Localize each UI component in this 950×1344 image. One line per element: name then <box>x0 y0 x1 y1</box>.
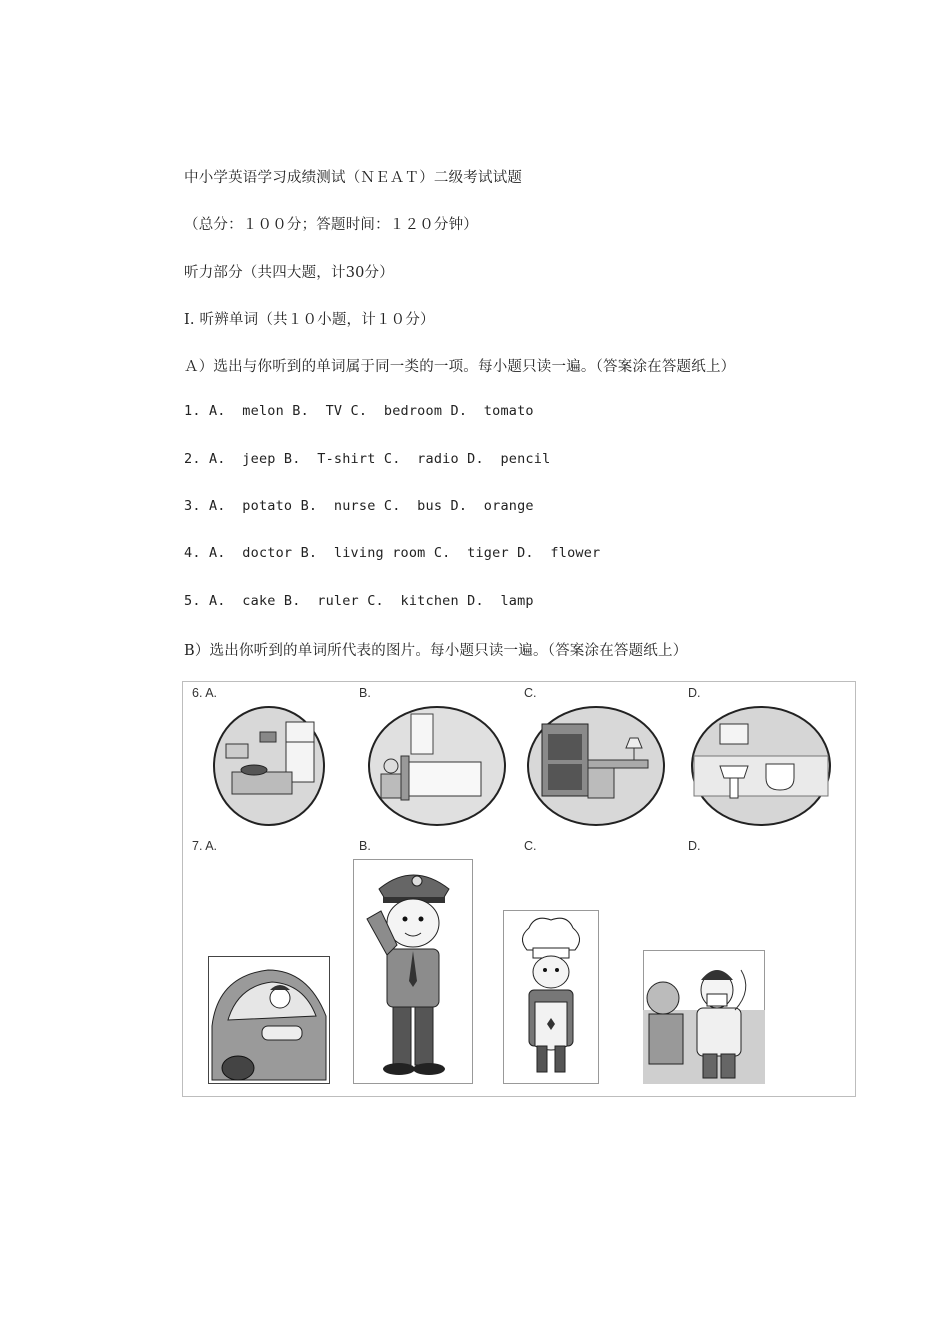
bathroom-picture <box>690 704 832 828</box>
q6-label-c: C. <box>524 686 537 700</box>
q7-label-c: C. <box>524 839 537 853</box>
q7-label-a: 7. A. <box>192 839 218 853</box>
driver-picture <box>208 956 330 1084</box>
policeman-picture <box>353 859 473 1084</box>
kitchen-picture <box>212 704 326 828</box>
question-2: 2. A. jeep B. T-shirt C. radio D. pencil <box>184 451 551 467</box>
q7-label-d: D. <box>688 839 701 853</box>
listening-header: 听力部分（共四大题，计30分） <box>184 265 394 281</box>
q6-label-d: D. <box>688 686 701 700</box>
doctor-picture <box>643 950 765 1084</box>
bedroom-picture <box>367 704 507 828</box>
part-b-instruction: B）选出你听到的单词所代表的图片。每小题只读一遍。（答案涂在答题纸上） <box>184 643 688 659</box>
picture-panel <box>182 681 856 1097</box>
question-3: 3. A. potato B. nurse C. bus D. orange <box>184 498 534 514</box>
section-heading: I. 听辨单词（共１０小题，计１０分） <box>184 312 435 328</box>
score-time: （总分：１００分；答题时间：１２０分钟） <box>184 217 478 233</box>
question-1: 1. A. melon B. TV C. bedroom D. tomato <box>184 403 534 419</box>
q6-label-a: 6. A. <box>192 686 218 700</box>
page-title: 中小学英语学习成绩测试（ＮＥＡＴ）二级考试试题 <box>184 170 523 186</box>
cook-picture <box>503 910 599 1084</box>
study-room-picture <box>526 704 666 828</box>
part-a-instruction: Ａ）选出与你听到的单词属于同一类的一项。每小题只读一遍。（答案涂在答题纸上） <box>184 359 736 375</box>
q7-label-b: B. <box>359 839 371 853</box>
q6-label-b: B. <box>359 686 371 700</box>
question-4: 4. A. doctor B. living room C. tiger D. flower <box>184 545 601 561</box>
question-5: 5. A. cake B. ruler C. kitchen D. lamp <box>184 593 534 609</box>
